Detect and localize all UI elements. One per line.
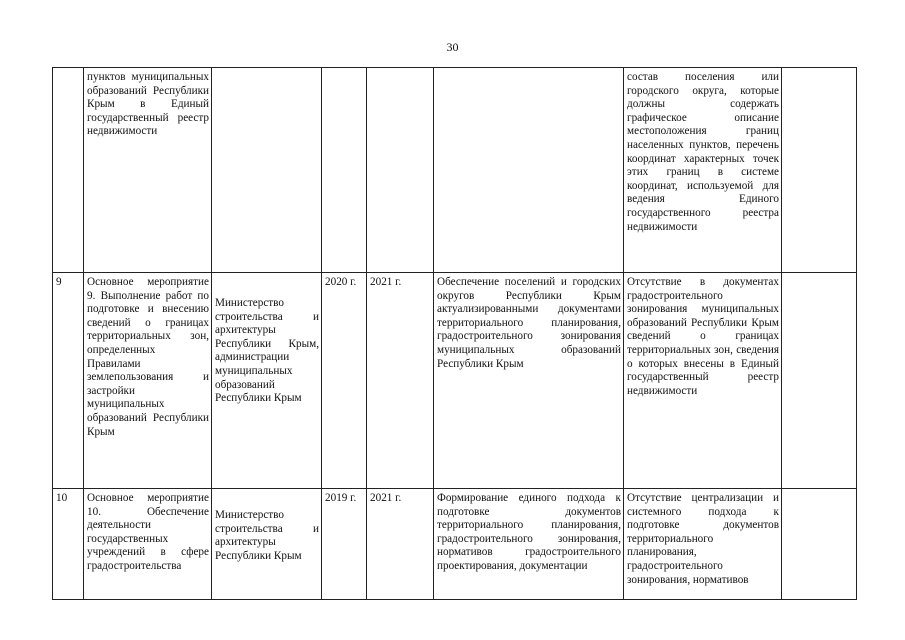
start-year-cell: 2020 г. [322,273,367,489]
row-number: 10 [53,489,84,600]
table-row [53,489,857,600]
start-year-cell [322,68,367,273]
end-year-cell: 2021 г. [367,273,434,489]
link-cell [782,68,857,273]
link-cell [782,489,857,600]
table-row [53,273,857,489]
activity-cell: пунктов муниципальных образований Республики Крым в Единый государственный реестр недвижимости [84,68,212,273]
consequence-cell: состав поселения или городского округа, которые должны содержать графическое описание местоположения границ населенных пунктов, перечень координат характерных точек этих границ в системе координат, используемой для ведения Единого государственного реестра недвижимости [624,68,782,273]
table-row [53,68,857,273]
end-year-cell [367,68,434,273]
activity-cell: Основное мероприятие 9. Выполнение работ по подготовке и внесению сведений о границах территориальных зон, определенных Правилами землепользования и застройки муниципальных образований Республики Крым [84,273,212,489]
link-cell [782,273,857,489]
executor-cell: Министерство строительства и архитектуры Республики Крым [212,489,322,600]
end-year-cell: 2021 г. [367,489,434,600]
executor-cell: Министерство строительства и архитектуры Республики Крым, администрации муниципальных образований Республики Крым [212,273,322,489]
result-cell [434,68,624,273]
executor-cell [212,68,322,273]
program-table [52,67,857,600]
start-year-cell: 2019 г. [322,489,367,600]
consequence-cell: Отсутствие в документах градостроительного зонирования муниципальных образований Республики Крым сведений о границах территориальных зон, сведения о которых внесены в Единый государственный реестр недвижимости [624,273,782,489]
consequence-cell: Отсутствие централизации и системного подхода к подготовке документов территориального планирования, градостроительного зонирования, нормативов [624,489,782,600]
result-cell: Обеспечение поселений и городских округов Республики Крым актуализированными документами территориального планирования, градостроительного зонирования муниципальных образований Республики Крым [434,273,624,489]
activity-cell: Основное мероприятие 10. Обеспечение деятельности государственных учреждений в сфере градостроительства [84,489,212,600]
result-cell: Формирование единого подхода к подготовке документов территориального планирования, градостроительного зонирования, нормативов градостроительного проектирования, документации [434,489,624,600]
row-number: 9 [53,273,84,489]
row-number [53,68,84,273]
page-number: 30 [446,40,459,54]
